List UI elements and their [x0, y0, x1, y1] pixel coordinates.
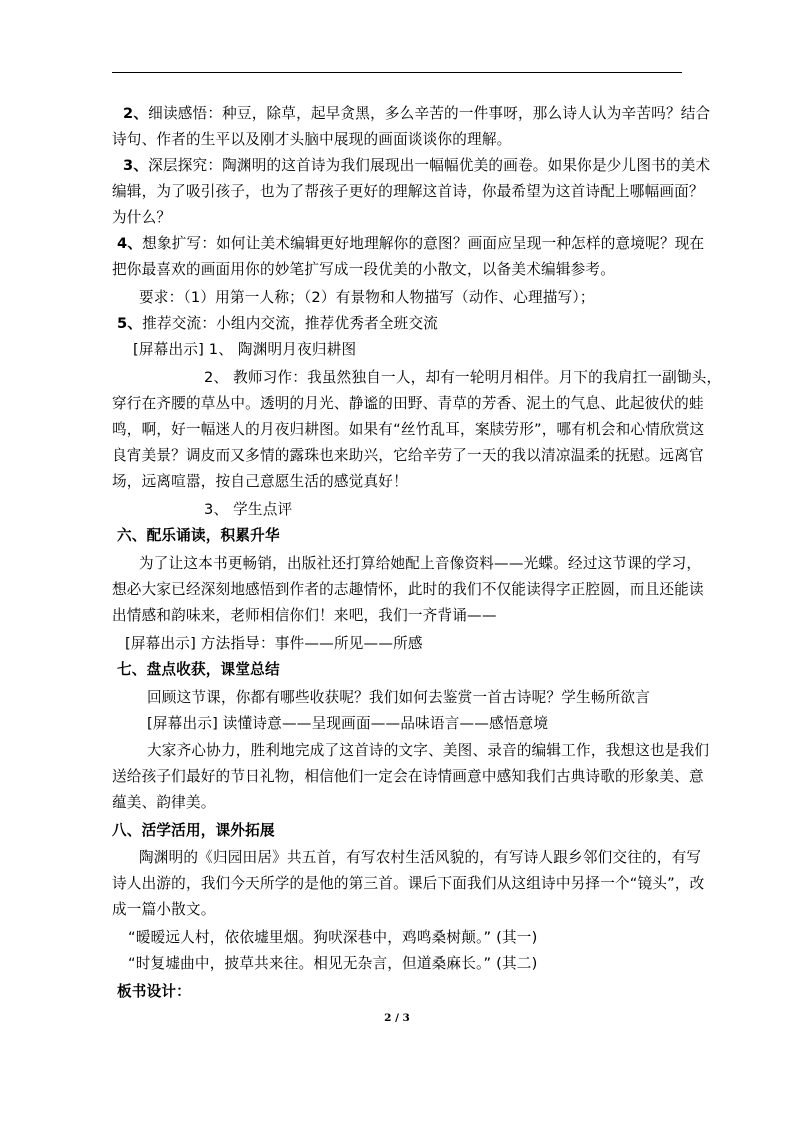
section-7-line-1: 回顾这节课，你都有哪些收获呢？我们如何去鉴赏一首古诗呢？学生畅所欲言 — [147, 689, 650, 706]
section-8-line-3: 成一篇小散文。 — [112, 901, 216, 918]
section-6-line-3: 出情感和韵味来，老师相信你们！来吧，我们一齐背诵—— — [112, 607, 497, 624]
teacher-essay-line-4: 良宵美景？调皮而又多情的露珠也来助兴，它给辛劳了一天的我以清凉温柔的抚慰。远离官 — [112, 447, 704, 464]
poem-quote-1: “暧暧远人村，依依墟里烟。狗吠深巷中，鸡鸣桑树颠。” (其一) — [128, 929, 538, 946]
item-number: 2、 — [123, 105, 149, 122]
section-7-line-3: 送给孩子们最好的节日礼物，相信他们一定会在诗情画意中感知我们古典诗歌的形象美、意 — [112, 768, 704, 785]
screen-show-method: [屏幕出示] 方法指导：事件——所见——所感 — [125, 635, 423, 652]
item-number: 4、 — [117, 235, 143, 252]
item-2-line-1: 2、细读感悟：种豆，除草，起早贪黑，多么辛苦的一件事呀，那么诗人认为辛苦吗？结合 — [123, 105, 711, 122]
requirement-line: 要求：（1）用第一人称；（2）有景物和人物描写（动作、心理描写）； — [139, 289, 595, 306]
item-3-line-2: 编辑，为了吸引孩子，也为了帮孩子更好的理解这首诗，你最希望为这首诗配上哪幅画面？ — [112, 183, 704, 200]
item-4-line-2: 把你最喜欢的画面用你的妙笔扩写成一段优美的小散文，以备美术编辑参考。 — [112, 261, 615, 278]
header-rule — [112, 72, 682, 73]
item-number: 5、 — [117, 315, 143, 332]
teacher-essay-line-1: 2、 教师习作：我虽然独自一人，却有一轮明月相伴。月下的我肩扛一副锄头， — [204, 369, 722, 386]
section-8-heading: 八、活学活用，课外拓展 — [112, 822, 275, 839]
item-5-line-1: 5、推荐交流：小组内交流，推荐优秀者全班交流 — [117, 315, 439, 332]
section-6-heading: 六、配乐诵读，积累升华 — [117, 527, 280, 544]
teacher-essay-line-5: 场，远离喧嚣，按自己意愿生活的感觉真好！ — [112, 473, 408, 490]
item-number: 3、 — [123, 157, 149, 174]
item-2-line-2: 诗句、作者的生平以及刚才头脑中展现的画面谈谈你的理解。 — [112, 131, 512, 148]
section-7-heading: 七、盘点收获，课堂总结 — [117, 661, 280, 678]
item-3-line-3: 为什么？ — [112, 209, 172, 226]
board-design-heading: 板书设计： — [117, 983, 191, 1000]
section-7-line-2: 大家齐心协力，胜利地完成了这首诗的文字、美图、录音的编辑工作，我想这也是我们 — [147, 742, 710, 759]
screen-show-summary: [屏幕出示] 读懂诗意——呈现画面——品味语言——感悟意境 — [147, 715, 549, 732]
section-6-line-1: 为了让这本书更畅销，出版社还打算给她配上音像资料——光蝶。经过这节课的学习， — [139, 555, 702, 572]
section-6-line-2: 想必大家已经深刻地感悟到作者的志趣情怀，此时的我们不仅能读得字正腔圆，而且还能读 — [112, 581, 704, 598]
teacher-essay-line-3: 鸣，啊，好一幅迷人的月夜归耕图。如果有“丝竹乱耳，案牍劳形”，哪有机会和心情欣赏这 — [112, 421, 705, 438]
section-8-line-1: 陶渊明的《归园田居》共五首，有写农村生活风貌的，有写诗人跟乡邻们交往的，有写 — [139, 849, 702, 866]
student-comment: 3、 学生点评 — [204, 501, 293, 518]
section-7-line-4: 蕴美、韵律美。 — [112, 794, 216, 811]
poem-quote-2: “时复墟曲中，披草共来往。相见无杂言，但道桑麻长。” (其二) — [128, 955, 538, 972]
item-3-line-1: 3、深层探究：陶渊明的这首诗为我们展现出一幅幅优美的画卷。如果你是少儿图书的美术 — [123, 157, 711, 174]
teacher-essay-line-2: 穿行在齐腰的草丛中。透明的月光、静谧的田野、青草的芳香、泥土的气息、此起彼伏的蛙 — [112, 395, 704, 412]
screen-show-1: [屏幕出示] 1、 陶渊明月夜归耕图 — [133, 341, 357, 358]
item-4-line-1: 4、想象扩写：如何让美术编辑更好地理解你的意图？画面应呈现一种怎样的意境呢？现在 — [117, 235, 705, 252]
section-8-line-2: 诗人出游的，我们今天所学的是他的第三首。课后下面我们从这组诗中另择一个“镜头”，改 — [112, 875, 705, 892]
page-number: 2 / 3 — [384, 1012, 410, 1024]
